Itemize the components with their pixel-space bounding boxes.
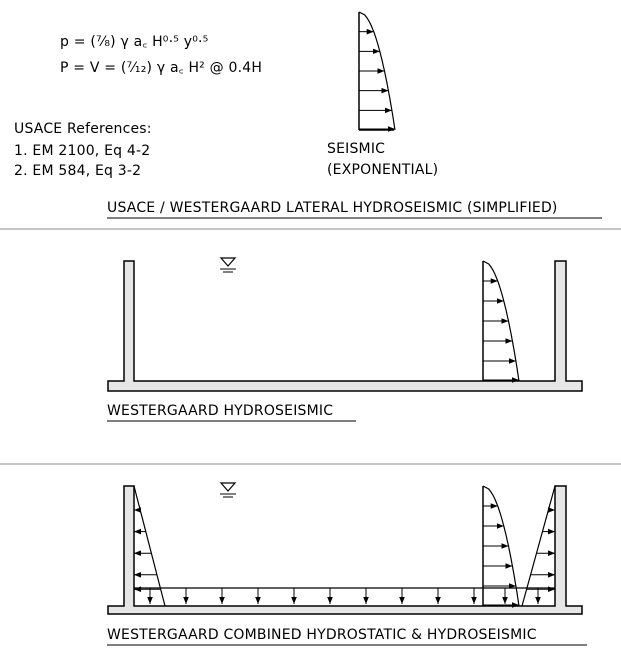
hydrostatic-arrows-left: [134, 510, 161, 589]
reference-item-2: 2. EM 584, Eq 3-2: [14, 163, 142, 179]
usace-references: [14, 121, 152, 179]
seismic-pressure-arrows: [359, 32, 395, 129]
channel-walls-and-slab: [108, 486, 582, 614]
reference-item-1: 1. EM 2100, Eq 4-2: [14, 143, 151, 159]
channel-walls-and-slab: [108, 261, 582, 391]
channel-section: [108, 261, 582, 391]
seismic-pressure-arrows: [483, 506, 519, 605]
water-level-triangle-icon: [220, 483, 236, 497]
water-level-triangle-icon: [220, 258, 236, 272]
section-title-combined: WESTERGAARD COMBINED HYDROSTATIC & HYDROSEISMIC: [107, 627, 537, 643]
section-title-simplified: USACE / WESTERGAARD LATERAL HYDROSEISMIC (SIMPLIFIED): [107, 200, 558, 216]
bottom-pressure-distribution: [134, 588, 555, 604]
references-heading: USACE References:: [14, 121, 152, 137]
hydrostatic-arrows-right: [527, 510, 555, 589]
seismic-label-line1: SEISMIC: [327, 141, 386, 157]
seismic-pressure-diagram: [483, 261, 519, 381]
channel-section-combined: [108, 486, 582, 614]
pressure-formula: p = (⁷⁄₈) γ a꜀ H⁰·⁵ y⁰·⁵: [60, 34, 209, 50]
seismic-label-line2: (EXPONENTIAL): [327, 162, 439, 178]
seismic-pressure-arrows: [483, 281, 519, 380]
seismic-exponential-diagram: [359, 12, 395, 130]
seismic-label: [327, 141, 438, 178]
resultant-formula: P = V = (⁷⁄₁₂) γ a꜀ H² @ 0.4H: [60, 60, 263, 76]
formula-block: [60, 34, 262, 76]
section-title-westergaard: WESTERGAARD HYDROSEISMIC: [107, 403, 334, 419]
bottom-pressure-arrows: [150, 588, 538, 604]
